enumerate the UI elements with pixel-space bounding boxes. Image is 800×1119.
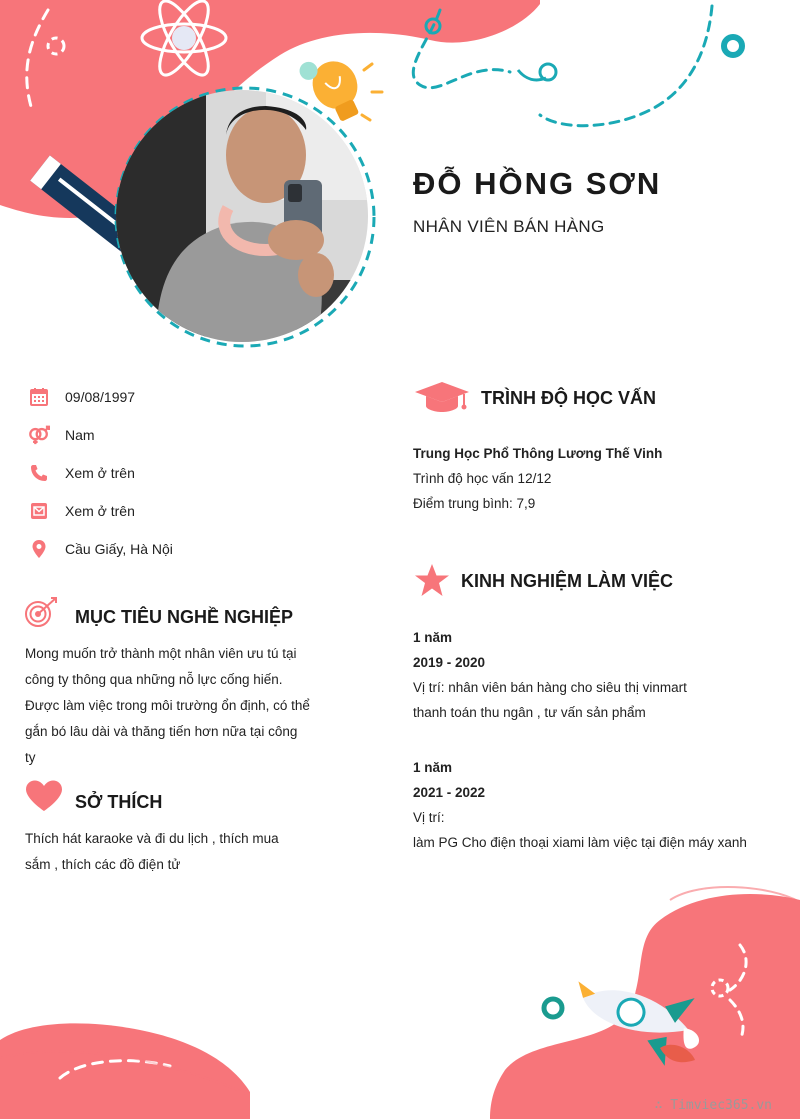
calendar-icon (28, 386, 50, 408)
objective-line: Mong muốn trở thành một nhân viên ưu tú tại (25, 646, 297, 661)
gender-icon (28, 424, 50, 446)
education-gpa: Điểm trung bình: 7,9 (413, 496, 536, 511)
hobbies-line: sắm , thích các đồ điện tử (25, 857, 181, 872)
phone-text: Xem ở trên (65, 465, 135, 481)
job-duration: 1 năm (413, 630, 453, 645)
education-level: Trình độ học vấn 12/12 (413, 471, 552, 486)
watermark (655, 1098, 772, 1113)
bottom-decoration (0, 880, 800, 1119)
watermark-icon: ∴ (654, 1098, 671, 1113)
job-duration: 1 năm (413, 760, 453, 775)
job-position: Vị trí: (413, 810, 445, 825)
star-icon (414, 563, 450, 602)
birthday-text: 09/08/1997 (65, 389, 136, 405)
map-pin-icon (28, 538, 50, 560)
hobbies-line: Thích hát karaoke và đi du lịch , thích mua (25, 831, 279, 846)
education-details (413, 441, 773, 516)
objective-line: Được làm việc trong môi trường ổn định, có thể (25, 698, 310, 713)
objective-line: công ty thông qua những nỗ lực cống hiến. (25, 672, 283, 687)
objective-line: ty (25, 750, 36, 765)
watermark-text: Timviec365.vn (670, 1098, 772, 1113)
job-detail: làm PG Cho điện thoại xiami làm việc tại điện máy xanh (413, 835, 747, 850)
profile-photo (116, 90, 368, 342)
hobbies-title: SỞ THÍCH (75, 792, 163, 812)
job-period: 2019 - 2020 (413, 655, 486, 670)
job-title: NHÂN VIÊN BÁN HÀNG (413, 217, 605, 236)
contact-phone (28, 461, 135, 485)
gender-text: Nam (65, 427, 95, 443)
experience-title: KINH NGHIỆM LÀM VIỆC (461, 571, 674, 591)
contact-address (28, 537, 173, 561)
experience-item (413, 755, 793, 855)
phone-icon (28, 462, 50, 484)
school-name: Trung Học Phổ Thông Lương Thế Vinh (413, 446, 663, 461)
email-text: Xem ở trên (65, 503, 135, 519)
objective-title: MỤC TIÊU NGHỀ NGHIỆP (75, 607, 294, 627)
job-period: 2021 - 2022 (413, 785, 486, 800)
target-icon (24, 596, 60, 633)
experience-item (413, 625, 793, 725)
candidate-name: ĐỖ HỒNG SƠN (413, 166, 662, 201)
address-text: Cầu Giấy, Hà Nội (65, 541, 173, 557)
job-position: Vị trí: nhân viên bán hàng cho siêu thị vinmart (413, 680, 687, 695)
contact-email (28, 499, 135, 523)
hobbies-text (25, 826, 318, 878)
graduation-cap-icon (414, 380, 470, 419)
contact-birthday (28, 385, 136, 409)
contact-gender (28, 423, 95, 447)
objective-text (25, 641, 318, 771)
objective-line: gắn bó lâu dài và thăng tiến hơn nữa tại công (25, 724, 298, 739)
envelope-icon (28, 500, 50, 522)
heart-icon (25, 780, 63, 817)
job-detail: thanh toán thu ngân , tư vấn sản phẩm (413, 705, 646, 720)
education-title: TRÌNH ĐỘ HỌC VẤN (481, 388, 656, 408)
